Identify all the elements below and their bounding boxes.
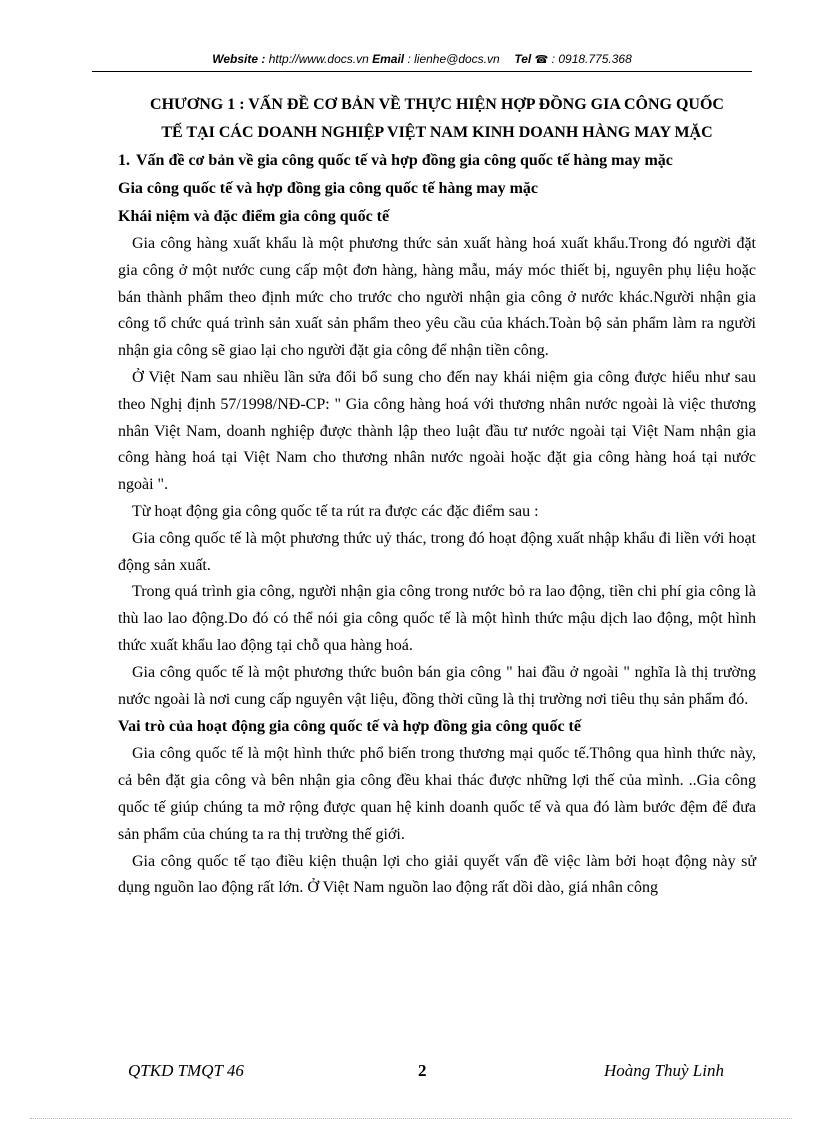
phone-icon: ☎	[534, 54, 549, 66]
section-title: Vấn đề cơ bản về gia công quốc tế và hợp đồng gia công quốc tế hàng may mặc	[136, 152, 673, 169]
website-value[interactable]: http://www.docs.vn	[268, 52, 369, 66]
section-number: 1.	[118, 152, 130, 169]
chapter-title-line1: CHƯƠNG 1 : VẤN ĐỀ CƠ BẢN VỀ THỰC HIỆN HỢP ĐỒNG GIA CÔNG QUỐC	[150, 96, 724, 113]
paragraph: Gia công hàng xuất khẩu là một phương thức sản xuất hàng hoá xuất khẩu.Trong đó người đặt gia công ở một nước cung cấp một đơn hàng, hàng mẫu, máy móc thiết bị, nguyên phụ liệu hoặc bán thành phẩm theo định mức cho trước cho người nhận gia công ở nước khác.Người nhận gia công tổ chức quá trình sản xuất sản phẩm theo yêu cầu của khách.Toàn bộ sản phẩm làm ra người nhận gia công sẽ giao lại cho người đặt gia công để nhận tiền công.	[118, 235, 756, 360]
footer-author: Hoàng Thuỳ Linh	[604, 1061, 724, 1080]
paragraph: Gia công quốc tế là một hình thức phổ biến trong thương mại quốc tế.Thông qua hình thức này, cả bên đặt gia công và bên nhận gia công đều khai thác được những lợi thế của mình. ..Gia công quốc tế giúp chúng ta mở rộng được quan hệ kinh doanh quốc tế và qua đó làm bước đệm để đưa sản phẩm của chúng ta ra thị trường thế giới.	[118, 745, 756, 843]
section-heading	[118, 147, 756, 175]
website-label: Website :	[212, 52, 266, 66]
paragraph: Từ hoạt động gia công quốc tế ta rút ra được các đặc điểm sau :	[132, 502, 539, 520]
paragraph: Gia công quốc tế tạo điều kiện thuận lợi cho giải quyết vấn đề việc làm bởi hoạt động này sử dụng nguồn lao động rất lớn. Ở Việt Nam nguồn lao động rất dồi dào, giá nhân công	[118, 852, 756, 897]
paragraph: Trong quá trình gia công, người nhận gia công trong nước bỏ ra lao động, tiền chi phí gia công là thù lao lao động.Do đó có thể nói gia công quốc tế là một hình thức mậu dịch lao động, một hình thức xuất khẩu lao động tại chỗ qua hàng hoá.	[118, 583, 756, 654]
paragraph: Gia công quốc tế là một phương thức buôn bán gia công " hai đầu ở ngoài " nghĩa là thị trường nước ngoài là nơi cung cấp nguyên vật liệu, đồng thời cũng là thị trường nơi tiêu thụ sản phẩm đó.	[118, 663, 756, 708]
paragraph: Ở Việt Nam sau nhiều lần sửa đổi bổ sung cho đến nay khái niệm gia công được hiểu như sau theo Nghị định 57/1998/NĐ-CP: " Gia công hàng hoá với thương nhân nước ngoài là việc thương nhân Việt Nam, doanh nghiệp được thành lập theo luật đầu tư nước ngoài tại Việt Nam nhận gia công hàng hoá tại Việt Nam cho thương nhân nước ngoài hoặc đặt gia công hàng hoá tại nước ngoài ".	[118, 368, 756, 494]
page-header	[92, 52, 752, 66]
tel-label: Tel	[514, 52, 532, 66]
subsection-heading: Gia công quốc tế và hợp đồng gia công quốc tế hàng may mặc	[118, 180, 538, 197]
tel-value: : 0918.775.368	[551, 52, 632, 66]
page-content	[118, 91, 756, 902]
email-label: Email	[372, 52, 405, 66]
header-divider	[92, 71, 752, 72]
subsubsection-heading-2: Vai trò của hoạt động gia công quốc tế và hợp đồng gia công quốc tế	[118, 718, 581, 736]
subsubsection-heading-1: Khái niệm và đặc điểm gia công quốc tế	[118, 208, 390, 225]
chapter-title-line2: TẾ TẠI CÁC DOANH NGHIỆP VIỆT NAM KINH DOANH HÀNG MAY MẶC	[161, 124, 713, 141]
email-value[interactable]: : lienhe@docs.vn	[407, 52, 500, 66]
footer-course: QTKD TMQT 46	[128, 1061, 244, 1080]
paragraph: Gia công quốc tế là một phương thức uỷ thác, trong đó hoạt động xuất nhập khẩu đi liền với hoạt động sản xuất.	[118, 529, 756, 574]
page-number: 2	[418, 1061, 427, 1080]
page-bottom-border	[30, 1118, 792, 1119]
